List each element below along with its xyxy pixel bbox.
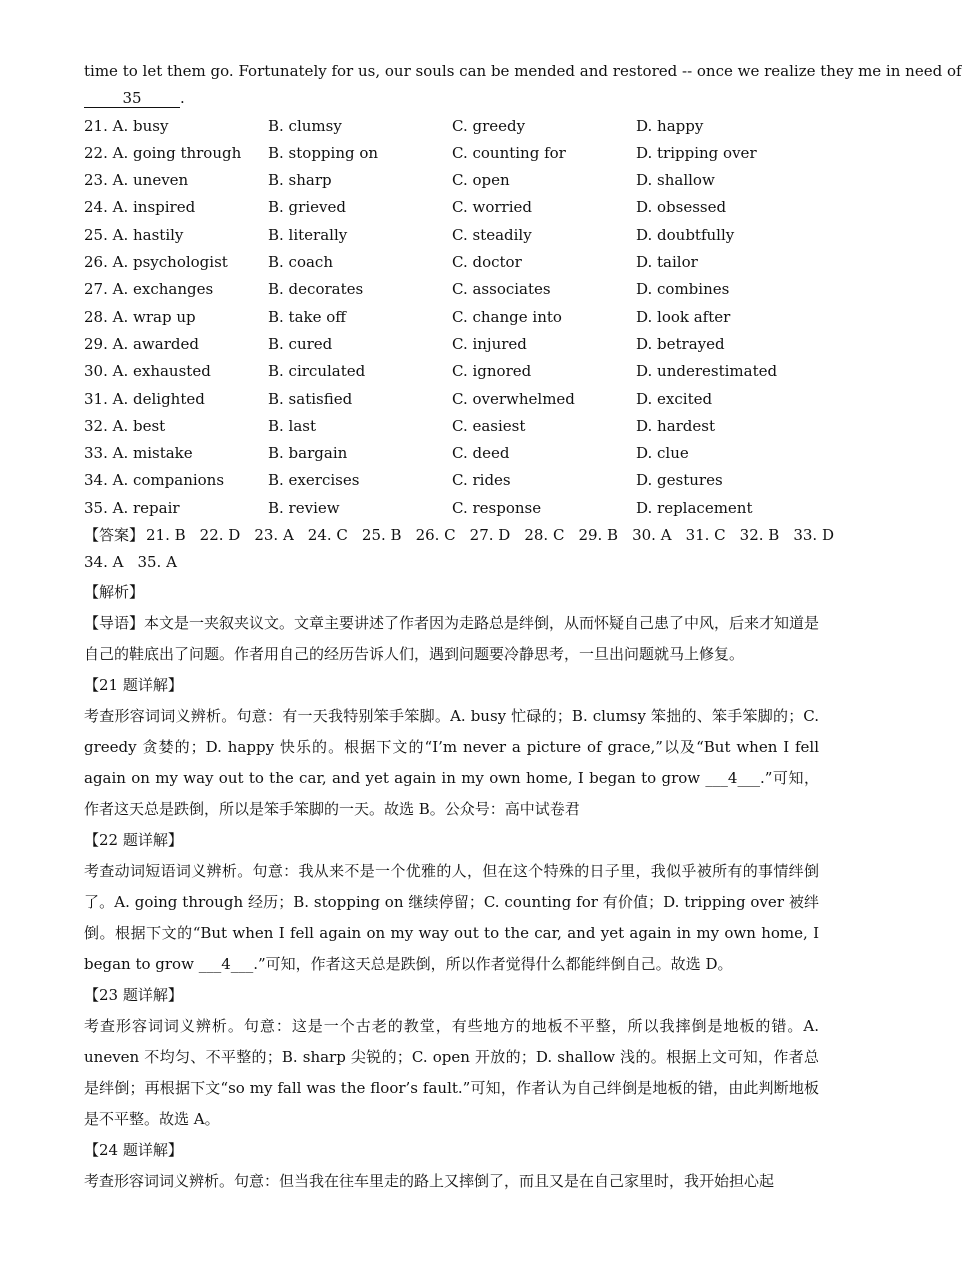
option-b: B. grieved bbox=[268, 198, 346, 217]
question-row bbox=[84, 276, 819, 303]
option-d: D. combines bbox=[636, 280, 730, 299]
answer-item: 25. B bbox=[361, 526, 402, 545]
answer-row-1 bbox=[84, 522, 834, 549]
option-d: D. excited bbox=[636, 389, 713, 408]
option-c: C. change into bbox=[452, 307, 562, 326]
question-row bbox=[84, 194, 819, 221]
option-b: B. cured bbox=[268, 334, 333, 353]
blank-35: 35 bbox=[84, 89, 180, 108]
option-a: 25. A. hastily bbox=[84, 225, 184, 244]
option-c: C. rides bbox=[452, 471, 511, 490]
answer-item: 29. B bbox=[578, 526, 619, 545]
question-row bbox=[84, 440, 819, 467]
option-a: 32. A. best bbox=[84, 416, 166, 435]
option-c: C. worried bbox=[452, 198, 532, 217]
option-d: D. happy bbox=[636, 116, 704, 135]
option-a: 31. A. delighted bbox=[84, 389, 205, 408]
option-d: D. underestimated bbox=[636, 362, 778, 381]
option-b: B. satisfied bbox=[268, 389, 353, 408]
option-b: B. clumsy bbox=[268, 116, 342, 135]
answer-item: 33. D bbox=[793, 526, 834, 545]
option-b: B. last bbox=[268, 416, 317, 435]
option-c: C. doctor bbox=[452, 253, 522, 272]
question-row bbox=[84, 167, 819, 194]
q23-body: 考查形容词词义辨析。句意：这是一个古老的教堂，有些地方的地板不平整，所以我摔倒是地板的错。A. uneven 不均匀、不平整的；B. sharp 尖锐的；C. open 开放的；D. shallow 浅的。根据上文可知，作者总是绊倒；再根据下文“so my fall was the floor’s fault.”可知，作者认为自己绊倒是地板的错，由此判断地板是不平整。故选 A。 bbox=[84, 1016, 819, 1128]
option-c: C. injured bbox=[452, 334, 527, 353]
question-row bbox=[84, 304, 819, 331]
option-b: B. sharp bbox=[268, 171, 332, 190]
option-d: D. tripping over bbox=[636, 143, 757, 162]
option-b: B. decorates bbox=[268, 280, 364, 299]
answer-item: 22. D bbox=[199, 526, 241, 545]
option-b: B. circulated bbox=[268, 362, 366, 381]
option-a: 27. A. exchanges bbox=[84, 280, 214, 299]
option-b: B. literally bbox=[268, 225, 348, 244]
options-table bbox=[84, 113, 819, 522]
option-a: 30. A. exhausted bbox=[84, 362, 211, 381]
option-b: B. exercises bbox=[268, 471, 360, 490]
option-c: C. greedy bbox=[452, 116, 526, 135]
answer-item: 24. C bbox=[307, 526, 348, 545]
option-d: D. betrayed bbox=[636, 334, 725, 353]
blank-period: . bbox=[180, 89, 185, 108]
option-b: B. coach bbox=[268, 253, 333, 272]
option-c: C. open bbox=[452, 171, 510, 190]
answer-label: 【答案】 bbox=[84, 526, 145, 545]
option-b: B. bargain bbox=[268, 444, 348, 463]
question-row bbox=[84, 386, 819, 413]
passage-end-text: time to let them go. Fortunately for us, our souls can be mended and restored -- once we realize they me in need of bbox=[84, 62, 962, 80]
option-a: 23. A. uneven bbox=[84, 171, 189, 190]
option-a: 28. A. wrap up bbox=[84, 307, 196, 326]
option-a: 33. A. mistake bbox=[84, 444, 193, 463]
question-row bbox=[84, 331, 819, 358]
q21-body: 考查形容词词义辨析。句意：有一天我特别笨手笨脚。A. busy 忙碌的；B. clumsy 笨拙的、笨手笨脚的；C. greedy 贪婪的；D. happy 快乐的。根据下文的“I’m never a picture of grace,”以及“But when I fell again on my way out to the car, and yet again in my own home, I began to grow ___4___.”可知，作者这天总是跌倒，所以是笨手笨脚的一天。故选 B。公众号：高中试卷君 bbox=[84, 706, 819, 818]
answer-item: 34. A bbox=[84, 553, 124, 572]
passage-blank-line bbox=[84, 85, 819, 112]
option-d: D. obsessed bbox=[636, 198, 727, 217]
option-d: D. clue bbox=[636, 444, 689, 463]
answer-item: 35. A bbox=[137, 553, 177, 572]
answer-item: 26. C bbox=[415, 526, 456, 545]
answer-item: 30. A bbox=[632, 526, 672, 545]
q21-title: 【21 题详解】 bbox=[84, 675, 183, 694]
option-a: 26. A. psychologist bbox=[84, 253, 228, 272]
option-c: C. counting for bbox=[452, 143, 566, 162]
option-d: D. shallow bbox=[636, 171, 715, 190]
answer-item: 31. C bbox=[685, 526, 726, 545]
option-c: C. steadily bbox=[452, 225, 532, 244]
passage-end-line bbox=[84, 58, 962, 85]
question-row bbox=[84, 467, 819, 494]
option-c: C. easiest bbox=[452, 416, 526, 435]
option-a: 29. A. awarded bbox=[84, 334, 199, 353]
option-a: 22. A. going through bbox=[84, 143, 242, 162]
q24-title: 【24 题详解】 bbox=[84, 1140, 183, 1159]
option-a: 35. A. repair bbox=[84, 498, 180, 517]
option-d: D. gestures bbox=[636, 471, 723, 490]
analysis-label: 【解析】 bbox=[84, 582, 145, 601]
q24-body: 考查形容词词义辨析。句意：但当我在往车里走的路上又摔倒了，而且又是在自己家里时，我开始担心起 bbox=[84, 1171, 775, 1190]
option-d: D. hardest bbox=[636, 416, 716, 435]
answer-item: 32. B bbox=[739, 526, 780, 545]
option-d: D. tailor bbox=[636, 253, 698, 272]
option-a: 34. A. companions bbox=[84, 471, 225, 490]
option-d: D. doubtfully bbox=[636, 225, 735, 244]
option-d: D. replacement bbox=[636, 498, 753, 517]
question-row bbox=[84, 358, 819, 385]
question-row bbox=[84, 113, 819, 140]
q22-title: 【22 题详解】 bbox=[84, 830, 183, 849]
option-a: 21. A. busy bbox=[84, 116, 169, 135]
guide-paragraph: 【导语】本文是一夹叙夹议文。文章主要讲述了作者因为走路总是绊倒，从而怀疑自己患了中风，后来才知道是自己的鞋底出了问题。作者用自己的经历告诉人们，遇到问题要冷静思考，一旦出问题就马上修复。 bbox=[84, 613, 820, 663]
option-c: C. associates bbox=[452, 280, 551, 299]
answer-item: 21. B bbox=[146, 526, 186, 545]
option-b: B. take off bbox=[268, 307, 346, 326]
option-c: C. overwhelmed bbox=[452, 389, 575, 408]
question-row bbox=[84, 140, 819, 167]
option-b: B. review bbox=[268, 498, 340, 517]
question-row bbox=[84, 413, 819, 440]
question-row bbox=[84, 249, 819, 276]
question-row bbox=[84, 222, 819, 249]
answer-item: 23. A bbox=[254, 526, 294, 545]
document-page bbox=[84, 58, 962, 1197]
option-b: B. stopping on bbox=[268, 143, 379, 162]
option-c: C. ignored bbox=[452, 362, 532, 381]
answer-item: 27. D bbox=[469, 526, 511, 545]
option-d: D. look after bbox=[636, 307, 731, 326]
option-c: C. deed bbox=[452, 444, 510, 463]
q22-body: 考查动词短语词义辨析。句意：我从来不是一个优雅的人，但在这个特殊的日子里，我似乎被所有的事情绊倒了。A. going through 经历；B. stopping on 继续停留；C. counting for 有价值；D. tripping over 被绊倒。根据下文的“But when I fell again on my way out to the car, and yet again in my own home, I began to grow ___4___.”可知，作者这天总是跌倒，所以作者觉得什么都能绊倒自己。故选 D。 bbox=[84, 861, 819, 973]
option-a: 24. A. inspired bbox=[84, 198, 196, 217]
option-c: C. response bbox=[452, 498, 542, 517]
question-row bbox=[84, 495, 819, 522]
q23-title: 【23 题详解】 bbox=[84, 985, 183, 1004]
answer-item: 28. C bbox=[524, 526, 565, 545]
answer-row-2 bbox=[84, 549, 819, 576]
